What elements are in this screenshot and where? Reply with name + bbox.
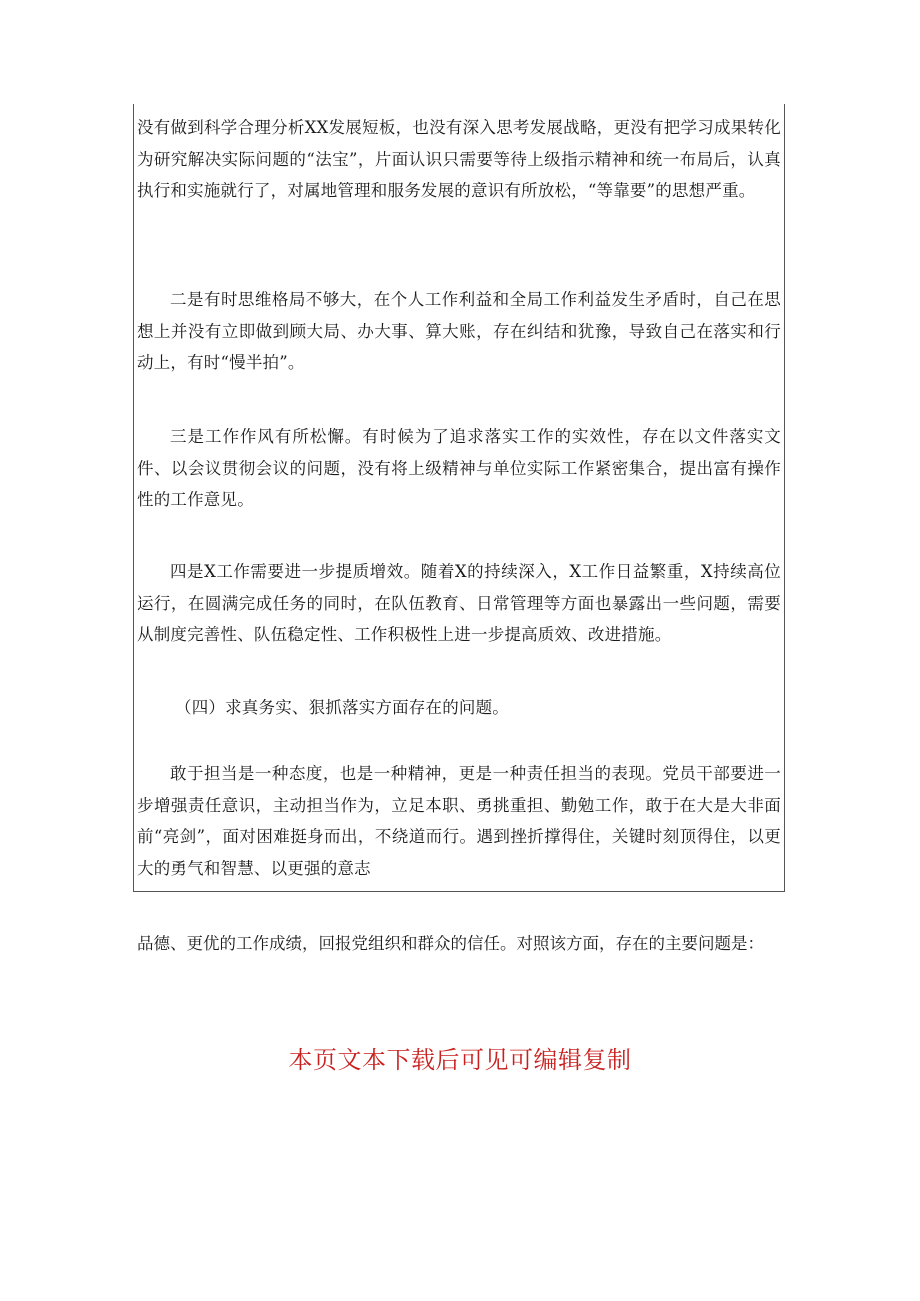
paragraph-5: 敢于担当是一种态度，也是一种精神，更是一种责任担当的表现。党员干部要进一步增强责任意识，主动担当作为，立足本职、勇挑重担、勤勉工作，敢于在大是大非面前“亮剑”，面对困难挺身而出，不绕道而行。遇到挫折撑得住，关键时刻顶得住，以更大的勇气和智慧、以更强的意志 — [137, 764, 781, 878]
paragraph-3: 三是工作作风有所松懈。有时候为了追求落实工作的实效性，存在以文件落实文件、以会议贯彻会议的问题，没有将上级精神与单位实际工作紧密集合，提出富有操作性的工作意见。 — [137, 427, 781, 509]
continuation-text: 品德、更优的工作成绩，回报党组织和群众的信任。对照该方面，存在的主要问题是： — [137, 934, 764, 953]
paragraph-1: 没有做到科学合理分析XX发展短板，也没有深入思考发展战略，更没有把学习成果转化为研究解决实际问题的“法宝”，片面认识只需要等待上级指示精神和统一布局后，认真执行和实施就行了，对属地管理和服务发展的意识有所放松，“等靠要”的思想严重。 — [137, 118, 781, 200]
paragraph-2: 二是有时思维格局不够大，在个人工作利益和全局工作利益发生矛盾时，自己在思想上并没有立即做到顾大局、办大事、算大账，存在纠结和犹豫，导致自己在落实和行动上，有时“慢半拍”。 — [137, 290, 781, 372]
paragraph-4: 四是X工作需要进一步提质增效。随着X的持续深入，X工作日益繁重，X持续高位运行，在圆满完成任务的同时，在队伍教育、日常管理等方面也暴露出一些问题，需要从制度完善性、队伍稳定性、工作积极性上进一步提高质效、改进措施。 — [137, 562, 781, 644]
download-notice: 本页文本下载后可见可编辑复制 — [288, 1046, 632, 1074]
section-heading: （四）求真务实、狠抓落实方面存在的问题。 — [175, 698, 509, 717]
